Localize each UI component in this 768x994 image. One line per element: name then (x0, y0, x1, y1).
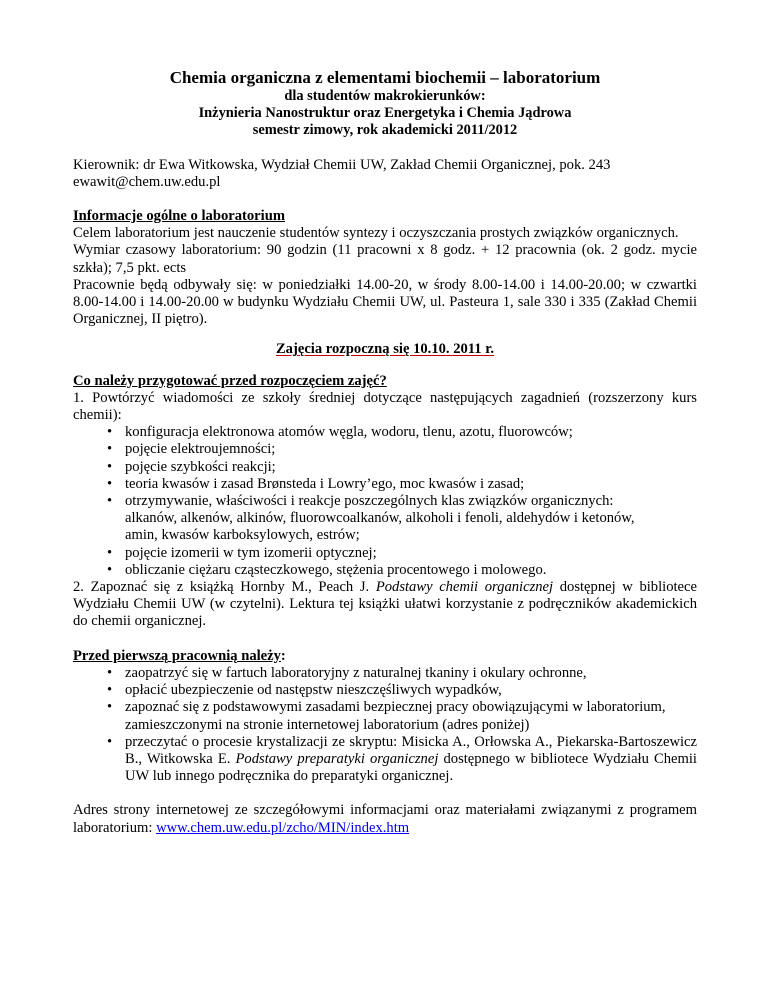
coordinator-line: Kierownik: dr Ewa Witkowska, Wydział Chemii UW, Zakład Chemii Organicznej, pok. 243 (73, 156, 611, 173)
contact-block (73, 157, 697, 191)
general-info-hours: Wymiar czasowy laboratorium: 90 godzin (11 pracowni x 8 godz. + 12 pracownia (ok. 2 godz. mycie szkła); 7,5 pkt. ects (73, 242, 697, 276)
list-item: • opłacić ubezpieczenie od następstw nieszczęśliwych wypadków, (107, 682, 502, 699)
programs-line: Inżynieria Nanostruktur oraz Energetyka i Chemia Jądrowa (198, 105, 572, 122)
bullet-icon: • (107, 664, 113, 681)
general-info-goal: Celem laboratorium jest nauczenie studentów syntezy i oczyszczania prostych związków organicznych. (73, 225, 679, 242)
bullet-icon: • (107, 682, 113, 699)
document-page (73, 68, 697, 837)
first-lab-list (73, 665, 697, 785)
textbook-title: Podstawy chemii organicznej (375, 579, 554, 596)
document-title: Chemia organiczna z elementami biochemii – laboratorium (169, 68, 601, 87)
bullet-icon: • (107, 493, 113, 510)
list-item: • otrzymywanie, właściwości i reakcje poszczególnych klas związków organicznych: alkanów, alkenów, alkinów, fluorowcoalkanów, alkoholi i fenoli, aldehydów i ketonów, amin, kwasów karboksylowych, estrów; (107, 493, 635, 544)
list-item: • zapoznać się z podstawowymi zasadami bezpiecznej pracy obowiązującymi w laboratorium, zamieszczonymi na stronie internetowej laboratorium (adres poniżej) (107, 699, 666, 733)
bullet-icon: • (107, 458, 113, 475)
bullet-icon: • (107, 544, 113, 561)
first-lab-heading: Przed pierwszą pracownią należy: (73, 647, 286, 664)
preparation-intro: 1. Powtórzyć wiadomości ze szkoły średniej dotyczące następujących zagadnień (rozszerzony kurs chemii): (73, 389, 697, 424)
bullet-icon: • (107, 561, 113, 578)
list-item: • pojęcie szybkości reakcji; (107, 458, 276, 475)
preparation-section (73, 373, 697, 631)
semester-line: semestr zimowy, rok akademicki 2011/2012 (252, 122, 518, 139)
list-item: • teoria kwasów i zasad Brønsteda i Lowry’ego, moc kwasów i zasad; (107, 475, 525, 492)
list-item: • zaopatrzyć się w fartuch laboratoryjny z naturalnej tkaniny i okulary ochronne, (107, 664, 587, 681)
bullet-icon: • (107, 424, 113, 441)
list-item: • konfiguracja elektronowa atomów węgla, wodoru, tlenu, azotu, fluorowców; (107, 424, 573, 441)
list-item: • obliczanie ciężaru cząsteczkowego, stężenia procentowego i molowego. (107, 561, 547, 578)
audience-line: dla studentów makrokierunków: (284, 88, 486, 104)
list-item: • pojęcie elektroujemności; (107, 441, 276, 458)
start-announcement (73, 341, 697, 358)
textbook-paragraph: 2. Zapoznać się z książką Hornby M., Peach J. Podstawy chemii organicznej dostępnej w bibliotece Wydziału Chemii UW (w czytelni). Lektura tej książki ułatwi korzystanie z podręczników akademickich do chemii organicznej. (73, 579, 697, 630)
website-section (73, 802, 697, 836)
bullet-icon: • (107, 699, 113, 716)
coordinator-email: ewawit@chem.uw.edu.pl (73, 173, 221, 190)
general-info-heading: Informacje ogólne o laboratorium (73, 208, 285, 225)
start-announcement-text: Zajęcia rozpoczną się 10.10. 2011 r. (275, 341, 495, 358)
bullet-icon: • (107, 733, 113, 750)
preparation-topic-list (73, 424, 697, 579)
list-item: • pojęcie izomerii w tym izomerii optycznej; (107, 544, 377, 561)
bullet-icon: • (107, 441, 113, 458)
general-info-section (73, 208, 697, 328)
script-title: Podstawy preparatyki organicznej (235, 750, 439, 767)
website-link[interactable]: www.chem.uw.edu.pl/zcho/MIN/index.htm (156, 819, 410, 836)
first-lab-section (73, 648, 697, 786)
website-paragraph: Adres strony internetowej ze szczegółowymi informacjami oraz materiałami związanymi z programem laboratorium: www.chem.uw.edu.pl/zcho/MIN/index.htm (73, 802, 697, 836)
preparation-heading: Co należy przygotować przed rozpoczęciem zajęć? (73, 372, 387, 389)
general-info-schedule: Pracownie będą odbywały się: w poniedziałki 14.00-20, w środy 8.00-14.00 i 14.00-20.00; w czwartki 8.00-14.00 i 14.00-20.00 w budynku Wydziału Chemii UW, ul. Pasteura 1, sale 330 i 335 (Zakład Chemii Organicznej, II piętro). (73, 276, 697, 328)
list-item: • przeczytać o procesie krystalizacji ze skryptu: Misicka A., Orłowska A., Piekarska-Bartoszewicz B., Witkowska E. Podstawy preparatyki organicznej dostępnego w bibliotece Wydziału Chemii UW lub innego podręcznika do preparatyki organicznej. (107, 733, 697, 785)
bullet-icon: • (107, 475, 113, 492)
